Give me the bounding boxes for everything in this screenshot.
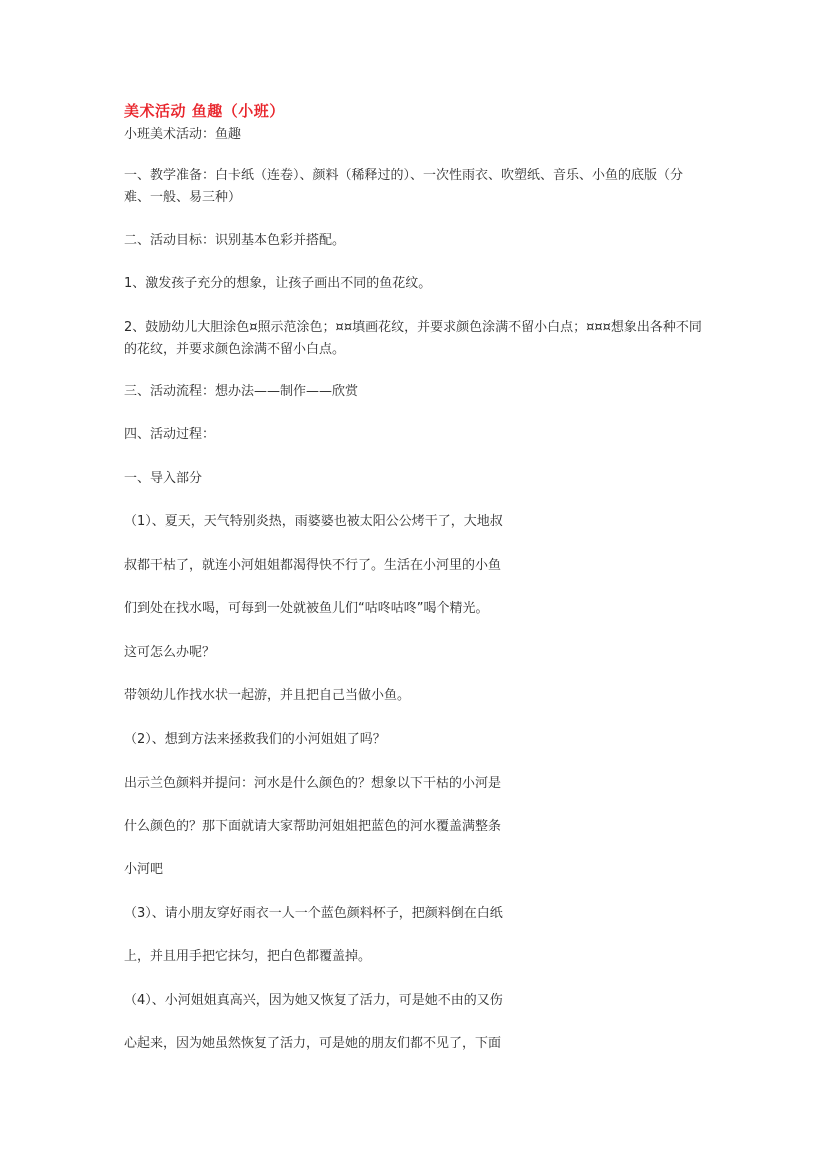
text-line: 们到处在找水喝，可每到一处就被鱼儿们“咕咚咕咚”喝个精光。 bbox=[124, 601, 489, 616]
paragraph-goal-2: 2、鼓励幼儿大胆涂色¤照示范涂色；¤¤填画花纹，并要求颜色涂满不留小白点；¤¤¤想象出各种不同的花纹，并要求颜色涂满不留小白点。 bbox=[124, 320, 702, 357]
document-subtitle: 小班美术活动：鱼趣 bbox=[124, 127, 242, 142]
text-line: 心起来，因为她虽然恢复了活力，可是她的朋友们都不见了，下面 bbox=[124, 1036, 502, 1051]
text-line: 出示兰色颜料并提问：河水是什么颜色的？想象以下干枯的小河是 bbox=[124, 776, 502, 791]
text-line: （3）、请小朋友穿好雨衣一人一个蓝色颜料杯子，把颜料倒在白纸 bbox=[124, 906, 503, 921]
paragraph-intro: 一、导入部分 bbox=[124, 471, 203, 486]
paragraph-goal: 二、活动目标：识别基本色彩并搭配。 bbox=[124, 233, 346, 248]
text-line: 小河吧 bbox=[124, 862, 164, 877]
text-line: （4）、小河姐姐真高兴，因为她又恢复了活力，可是她不由的又伤 bbox=[124, 993, 503, 1008]
document-title: 美术活动 鱼趣（小班） bbox=[124, 102, 285, 120]
text-line: （1）、夏天，天气特别炎热，雨婆婆也被太阳公公烤干了，大地叔 bbox=[124, 514, 503, 529]
paragraph-goal-1: 1、激发孩子充分的想象，让孩子画出不同的鱼花纹。 bbox=[124, 276, 432, 291]
paragraph-preparation: 一、教学准备：白卡纸（连卷）、颜料（稀释过的）、一次性雨衣、吹塑纸、音乐、小鱼的底版（分难、一般、易三种） bbox=[124, 168, 684, 205]
text-line: 这可怎么办呢？ bbox=[124, 645, 216, 660]
text-line: 上，并且用手把它抹匀，把白色都覆盖掉。 bbox=[124, 949, 372, 964]
text-line: 什么颜色的？那下面就请大家帮助河姐姐把蓝色的河水覆盖满整条 bbox=[124, 819, 502, 834]
text-line: 带领幼儿作找水状一起游，并且把自己当做小鱼。 bbox=[124, 688, 411, 703]
paragraph-process: 四、活动过程： bbox=[124, 427, 216, 442]
text-line: 叔都干枯了，就连小河姐姐都渴得快不行了。生活在小河里的小鱼 bbox=[124, 558, 502, 573]
text-line: （2）、想到方法来拯救我们的小河姐姐了吗？ bbox=[124, 732, 386, 747]
paragraph-flow: 三、活动流程：想办法——制作——欣赏 bbox=[124, 384, 359, 399]
